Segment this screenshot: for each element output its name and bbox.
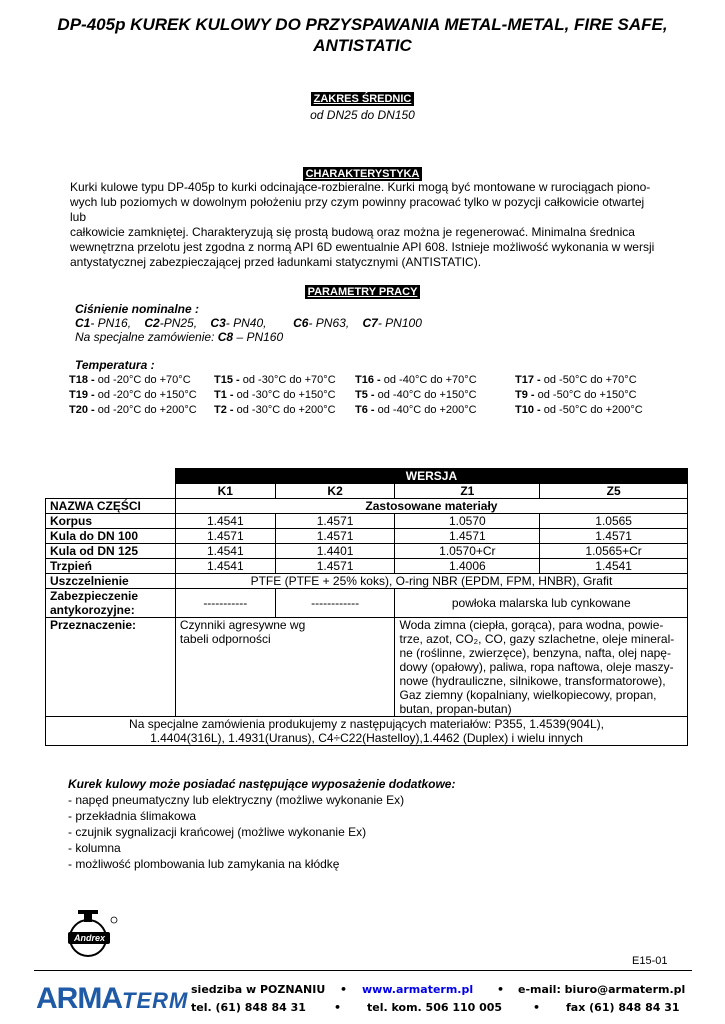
temp-code: T17 - — [515, 374, 541, 386]
table-row — [46, 529, 688, 544]
list-item: - możliwość plombowania lub zamykania na kłódkę — [68, 857, 340, 871]
footer-siedziba: siedziba w POZNANIU — [191, 983, 326, 996]
footer-bullet: • — [340, 983, 348, 996]
table-cell: 1.4541 — [175, 559, 275, 574]
table-cell: 1.4541 — [175, 544, 275, 559]
nazwa-header: NAZWA CZĘŚCI — [46, 499, 176, 514]
table-row — [46, 514, 688, 529]
part-name-line: antykorozyjne: — [50, 603, 135, 617]
temp-code: T15 - — [214, 374, 240, 386]
special-value: – PN160 — [236, 330, 284, 344]
temp-range: od -40°C do +200°C — [377, 404, 477, 416]
pressure-code: C1 — [75, 316, 91, 330]
parametry-section — [0, 282, 725, 300]
table-cell: ------------ — [275, 589, 395, 618]
table-cell: 1.0565 — [540, 514, 688, 529]
zakres-value: od DN25 do DN150 — [310, 108, 415, 122]
cell-line: Gaz ziemny (kopalniany, wielkopiecowy, propan, — [399, 688, 657, 702]
temp-code: T16 - — [355, 374, 381, 386]
footer-tel: tel. (61) 848 84 31 — [191, 1001, 306, 1014]
materials-table — [45, 468, 688, 746]
temp-range: od -30°C do +200°C — [236, 404, 336, 416]
text-line: antystatycznej zabezpieczającej przed ładunkami statycznymi (ANTISTATIC). — [70, 255, 482, 269]
table-cell — [395, 618, 688, 717]
temp-code: T18 - — [69, 374, 95, 386]
cell-line: 1.4404(316L), 1.4931(Uranus), C4÷C22(Hastelloy),1.4462 (Duplex) i wielu innych — [150, 731, 583, 745]
cell-line: ne (roślinne, zwierzęce), benzyna, nafta, olej napę- — [399, 646, 671, 660]
temp-code: T2 - — [214, 404, 234, 416]
special-pressure — [75, 330, 283, 345]
version-header: Z1 — [395, 484, 540, 499]
temp-range: od -20°C do +150°C — [97, 389, 197, 401]
part-name: Trzpień — [46, 559, 176, 574]
temp-range: od -50°C do +70°C — [543, 374, 637, 386]
table-cell: 1.4571 — [540, 529, 688, 544]
table-row — [46, 717, 688, 746]
zakres-section — [0, 89, 725, 107]
pressure-value: - PN63, — [308, 316, 350, 330]
armaterm-logo — [36, 982, 188, 1016]
brand-part: ARMA — [36, 982, 122, 1015]
list-item: - przekładnia ślimakowa — [68, 809, 197, 823]
website-link[interactable]: www.armaterm.pl — [362, 983, 474, 996]
pressure-value: - PN16, — [90, 316, 132, 330]
list-item: - kolumna — [68, 841, 121, 855]
temp-code: T9 - — [515, 389, 535, 401]
andrex-logo — [60, 908, 120, 958]
table-row — [46, 618, 688, 717]
cell-line: trze, azot, CO₂, CO, gazy szlachetne, oleje mineral- — [399, 632, 675, 646]
pressure-value: -PN25, — [159, 316, 198, 330]
pressure-value: - PN100 — [377, 316, 422, 330]
table-cell: 1.4006 — [395, 559, 540, 574]
table-row — [46, 589, 688, 618]
part-name-line: Zabezpieczenie — [50, 589, 139, 603]
table-cell: 1.4571 — [175, 529, 275, 544]
doc-code: E15-01 — [632, 955, 668, 967]
table-cell: PTFE (PTFE + 25% koks), O-ring NBR (EPDM, FPM, HNBR), Grafit — [175, 574, 687, 589]
special-prefix: Na specjalne zamówienie: — [75, 330, 215, 344]
version-header: K2 — [275, 484, 395, 499]
temp-range: od -40°C do +70°C — [383, 374, 477, 386]
table-cell: 1.0570 — [395, 514, 540, 529]
temp-code: T6 - — [355, 404, 375, 416]
wersja-header: WERSJA — [175, 469, 687, 484]
temp-range: od -50°C do +200°C — [543, 404, 643, 416]
table-cell: ----------- — [175, 589, 275, 618]
table-row — [46, 559, 688, 574]
temp-code: T20 - — [69, 404, 95, 416]
table-footer-cell — [46, 717, 688, 746]
cell-line: dowy (opałowy), paliwa, ropa naftowa, oleje maszy- — [399, 660, 674, 674]
zakres-heading: ZAKRES ŚREDNIC — [311, 92, 415, 106]
temp-code: T19 - — [69, 389, 95, 401]
table-cell: 1.4571 — [395, 529, 540, 544]
part-name: Uszczelnienie — [46, 574, 176, 589]
version-header: K1 — [175, 484, 275, 499]
cisnienie-label: Ciśnienie nominalne : — [75, 302, 200, 316]
temp-code: T5 - — [355, 389, 375, 401]
footer-divider — [34, 970, 692, 971]
text-line: wych lub poziomych w dowolnym położeniu przy czym powinny pracować tylko w pozycji całkowicie otwartej lub — [70, 195, 645, 224]
charakterystyka-text — [70, 180, 660, 270]
table-row — [46, 469, 688, 484]
text-line: Kurki kulowe typu DP-405p to kurki odcinające-rozbieralne. Kurki mogą być montowane w rurociągach piono- — [70, 180, 651, 194]
andrex-logo-text: Andrex — [73, 933, 105, 943]
table-cell: 1.4541 — [175, 514, 275, 529]
pressure-code: C6 — [293, 316, 309, 330]
parametry-heading: PARAMETRY PRACY — [305, 285, 421, 299]
footer-bullet: • — [533, 1001, 541, 1014]
temp-range: od -20°C do +70°C — [97, 374, 191, 386]
cell-line: tabeli odporności — [179, 632, 271, 646]
table-cell: 1.4571 — [275, 514, 395, 529]
cisnienie-values — [75, 316, 422, 331]
table-cell: powłoka malarska lub cynkowane — [395, 589, 688, 618]
temp-range: od -50°C do +150°C — [537, 389, 637, 401]
table-cell: 1.0570+Cr — [395, 544, 540, 559]
temp-range: od -20°C do +200°C — [97, 404, 197, 416]
table-cell: 1.4401 — [275, 544, 395, 559]
version-header: Z5 — [540, 484, 688, 499]
part-name: Kula od DN 125 — [46, 544, 176, 559]
table-row — [46, 499, 688, 514]
accessories-heading: Kurek kulowy może posiadać następujące wyposażenie dodatkowe: — [68, 777, 456, 791]
pressure-code: C7 — [362, 316, 378, 330]
table-cell: 1.4571 — [275, 559, 395, 574]
part-name — [46, 589, 176, 618]
pressure-value: - PN40, — [225, 316, 267, 330]
table-row — [46, 544, 688, 559]
footer-www[interactable] — [362, 983, 473, 996]
table-cell: 1.4541 — [540, 559, 688, 574]
pressure-code: C3 — [210, 316, 226, 330]
temperatura-label: Temperatura : — [75, 358, 155, 372]
footer-fax: fax (61) 848 84 31 — [566, 1001, 680, 1014]
cell-line: Woda zimna (ciepła, gorąca), para wodna, powie- — [399, 618, 664, 632]
cell-line: nowe (hydrauliczne, silnikowe, transformatorowe), — [399, 674, 666, 688]
table-cell — [46, 469, 176, 484]
special-code: C8 — [217, 330, 234, 344]
footer-tel-kom: tel. kom. 506 110 005 — [367, 1001, 503, 1014]
list-item: - czujnik sygnalizacji krańcowej (możliwe wykonanie Ex) — [68, 825, 367, 839]
page-title: DP-405p KUREK KULOWY DO PRZYSPAWANIA METAL-METAL, FIRE SAFE, ANTISTATIC — [57, 15, 668, 55]
temp-code: T1 - — [214, 389, 234, 401]
part-name: Korpus — [46, 514, 176, 529]
part-name: Przeznaczenie: — [46, 618, 176, 717]
pressure-code: C2 — [144, 316, 160, 330]
text-line: całkowicie zamkniętej. Charakteryzują się prostą budową oraz można je regenerować. Minimalna średnica — [70, 225, 635, 239]
part-name: Kula do DN 100 — [46, 529, 176, 544]
footer-bullet: • — [334, 1001, 342, 1014]
cell-line: Na specjalne zamówienia produkujemy z następujących materiałów: P355, 1.4539(904L), — [129, 717, 604, 731]
cell-line: butan, propan-butan) — [399, 702, 512, 716]
brand-part: TERM — [122, 988, 189, 1013]
footer-email: e-mail: biuro@armaterm.pl — [518, 983, 686, 996]
temp-range: od -40°C do +150°C — [377, 389, 477, 401]
table-cell — [175, 618, 395, 717]
text-line: wewnętrzna przelotu jest zgodna z normą API 6D ewentualnie API 608. Istnieje możliwość wykonania w wersji — [70, 240, 655, 254]
footer-bullet: • — [497, 983, 505, 996]
table-cell: 1.4571 — [275, 529, 395, 544]
table-cell: 1.0565+Cr — [540, 544, 688, 559]
cell-line: Czynniki agresywne wg — [179, 618, 306, 632]
charakterystyka-heading: CHARAKTERYSTYKA — [303, 167, 423, 181]
temp-range: od -30°C do +150°C — [236, 389, 336, 401]
accessories-section — [68, 776, 455, 872]
materials-header: Zastosowane materiały — [175, 499, 687, 514]
table-cell — [46, 484, 176, 499]
table-row — [46, 574, 688, 589]
table-row — [46, 484, 688, 499]
temp-range: od -30°C do +70°C — [242, 374, 336, 386]
temp-code: T10 - — [515, 404, 541, 416]
list-item: - napęd pneumatyczny lub elektryczny (możliwe wykonanie Ex) — [68, 793, 405, 807]
